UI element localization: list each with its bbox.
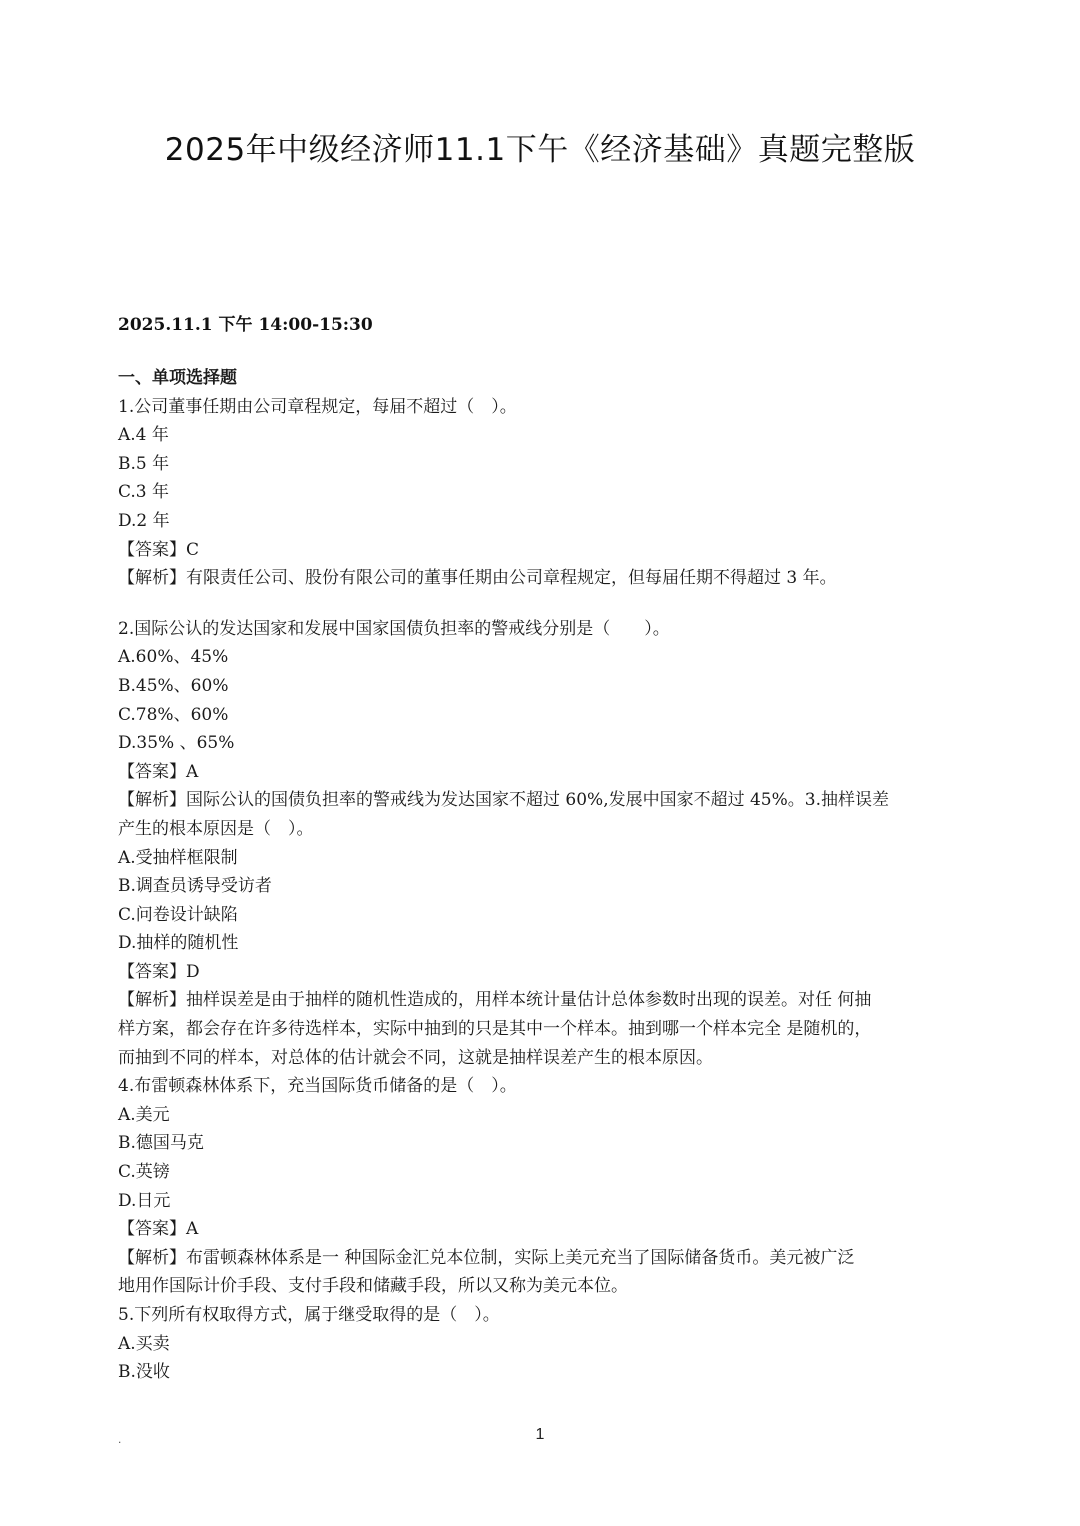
question-4-answer: 【答案】A (118, 1219, 199, 1240)
question-1-stem: 1.公司董事任期由公司章程规定，每届不超过（ ）。 (118, 396, 517, 417)
question-2-answer: 【答案】A (118, 761, 199, 782)
question-2-stem: 2.国际公认的发达国家和发展中国家国债负担率的警戒线分别是（ ）。 (118, 618, 670, 639)
question-1-option-a: A.4 年 (118, 425, 169, 446)
question-3-answer: 【答案】D (118, 961, 200, 982)
question-1-analysis: 【解析】有限责任公司、股份有限公司的董事任期由公司章程规定，但每届任期不得超过 3 年。 (118, 568, 837, 589)
question-gap (118, 593, 968, 615)
section-heading: 一、单项选择题 (118, 368, 237, 388)
question-4-option-b: B.德国马克 (118, 1133, 204, 1154)
question-4-option-d: D.日元 (118, 1190, 171, 1211)
question-2-analysis-line-1: 【解析】国际公认的国债负担率的警戒线为发达国家不超过 60%,发展中国家不超过 45%。3.抽样误差 (118, 790, 889, 811)
question-3-option-c: C.问卷设计缺陷 (118, 904, 238, 925)
exam-time: 2025.11.1 下午 14:00-15:30 (118, 315, 373, 335)
question-3-option-b: B.调查员诱导受访者 (118, 876, 272, 897)
question-3-analysis-line-3: 而抽到不同的样本，对总体的估计就会不同，这就是抽样误差产生的根本原因。 (118, 1047, 713, 1068)
question-4-analysis-line-1: 【解析】布雷顿森林体系是一 种国际金汇兑本位制，实际上美元充当了国际储备货币。美元被广泛 (118, 1247, 855, 1268)
question-3-option-d: D.抽样的随机性 (118, 933, 239, 954)
question-1-answer: 【答案】C (118, 539, 200, 560)
question-2-option-d: D.35% 、65% (118, 733, 235, 754)
question-3-option-a: A.受抽样框限制 (118, 847, 238, 868)
question-5-stem: 5.下列所有权取得方式，属于继受取得的是（ ）。 (118, 1305, 500, 1325)
question-1-option-c: C.3 年 (118, 482, 170, 503)
question-3-analysis-line-2: 样方案，都会存在许多待选样本，实际中抽到的只是其中一个样本。抽到哪一个样本完全 是随机的， (118, 1019, 872, 1040)
question-2-option-c: C.78%、60% (118, 704, 229, 725)
question-4-stem: 4.布雷顿森林体系下，充当国际货币储备的是（ ）。 (118, 1076, 517, 1097)
question-1-option-b: B.5 年 (118, 453, 170, 474)
question-2-option-b: B.45%、60% (118, 675, 229, 696)
footer-corner-mark: . (118, 1432, 122, 1446)
page-number: 1 (535, 1426, 545, 1443)
question-2-option-a: A.60%、45% (118, 647, 229, 668)
question-1-option-d: D.2 年 (118, 510, 170, 531)
question-content (118, 364, 968, 1387)
question-4-option-a: A.美元 (118, 1104, 170, 1125)
question-5-option-b: B.没收 (118, 1362, 170, 1383)
question-3-stem: 产生的根本原因是（ ）。 (118, 818, 314, 839)
question-4-option-c: C.英镑 (118, 1162, 170, 1183)
question-3-analysis-line-1: 【解析】抽样误差是由于抽样的随机性造成的，用样本统计量估计总体参数时出现的误差。对任 何抽 (118, 990, 872, 1011)
document-title: 2025年中级经济师11.1下午《经济基础》真题完整版 (164, 132, 916, 168)
question-5-option-a: A.买卖 (118, 1333, 170, 1354)
question-4-analysis-line-2: 地用作国际计价手段、支付手段和储藏手段，所以又称为美元本位。 (118, 1276, 628, 1297)
